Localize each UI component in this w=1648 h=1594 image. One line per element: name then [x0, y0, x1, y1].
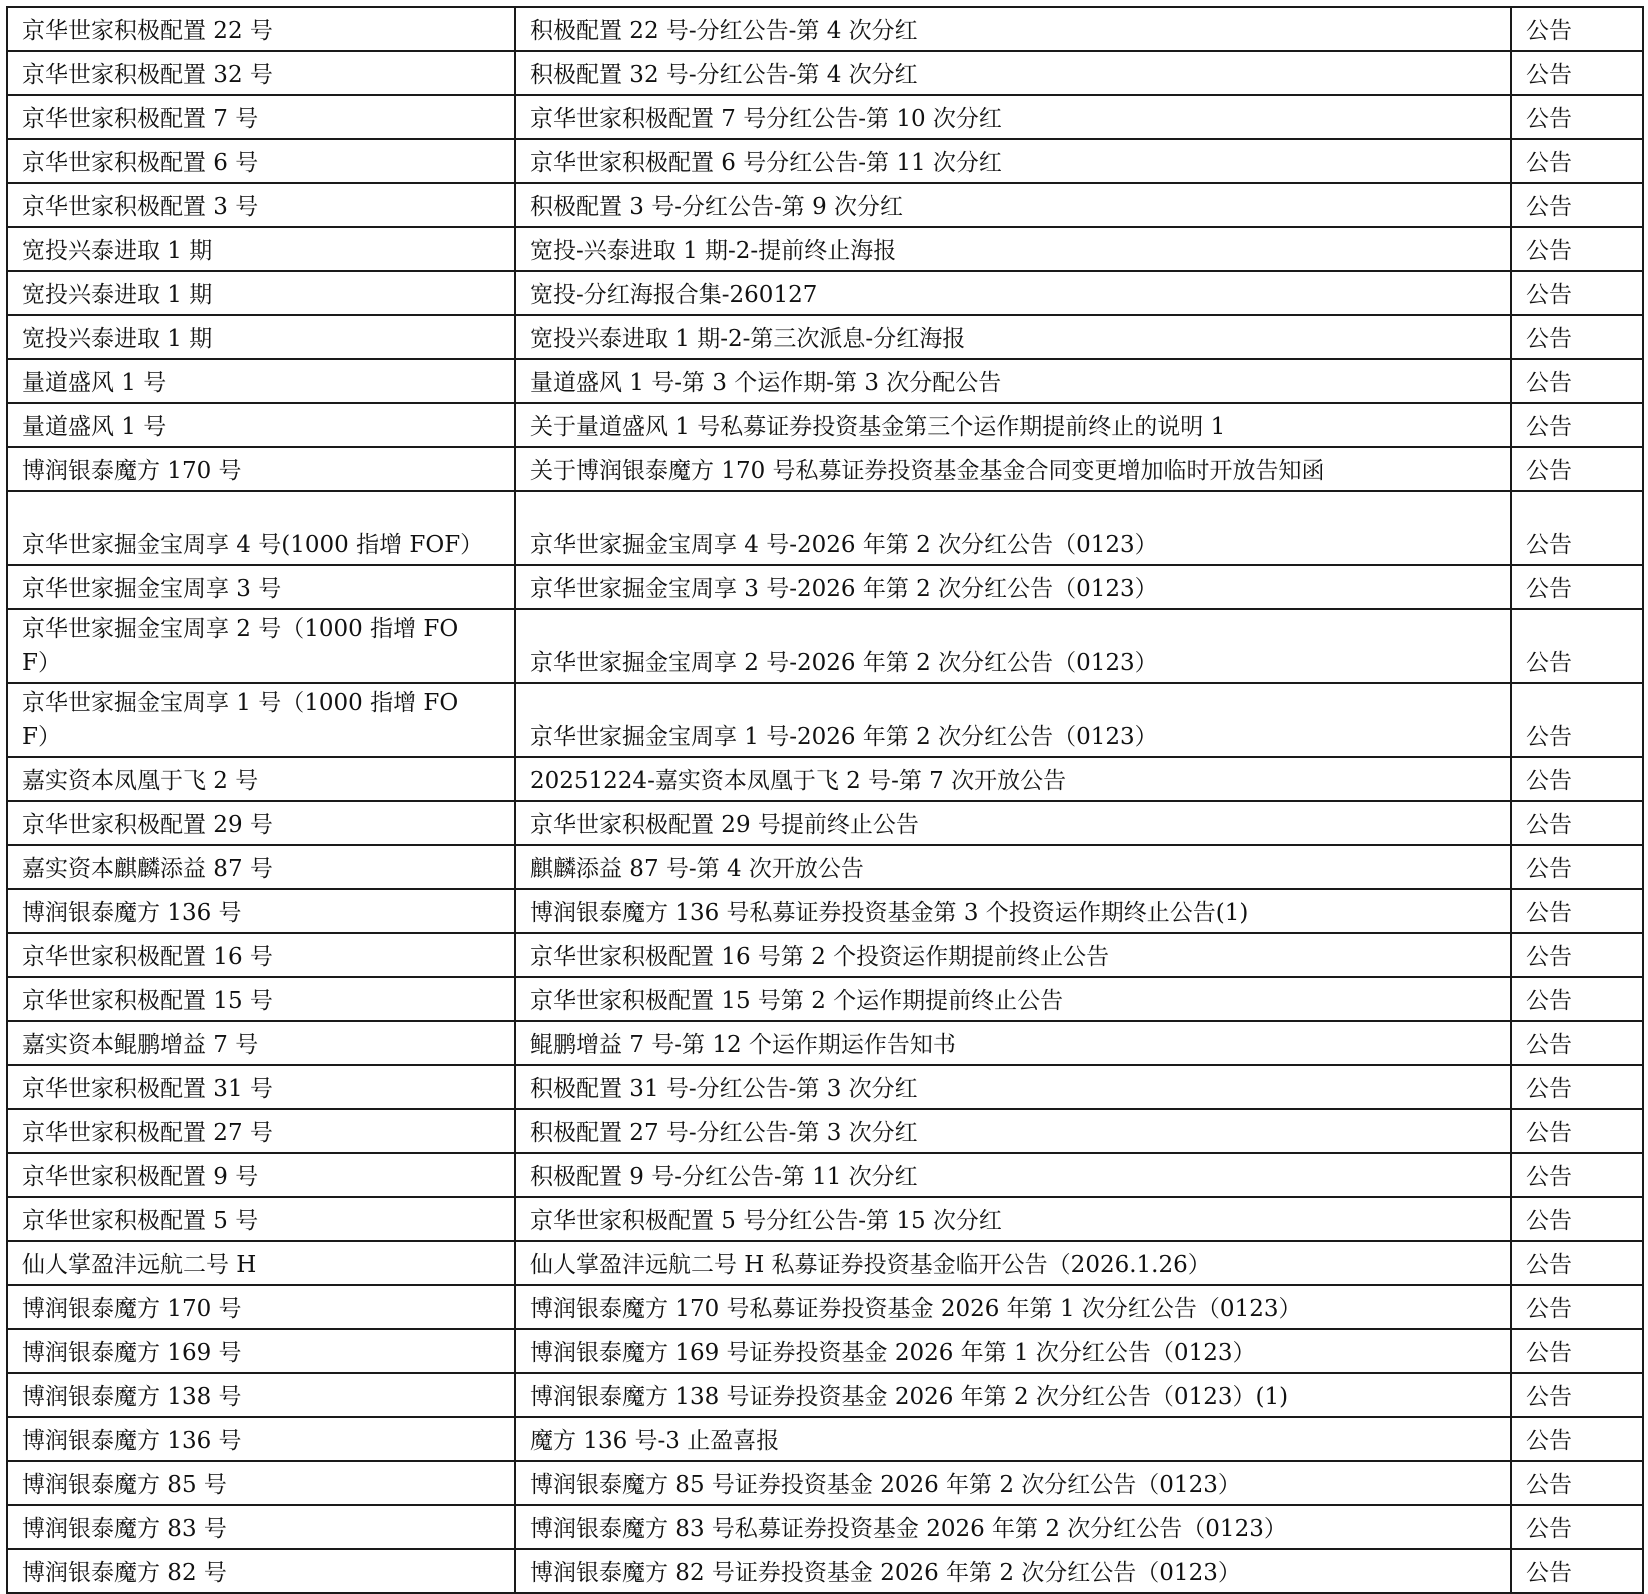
table-row [7, 845, 1643, 889]
product-name-cell: 京华世家掘金宝周享 1 号（1000 指增 FOF） [7, 683, 515, 757]
product-name-cell: 博润银泰魔方 85 号 [7, 1461, 515, 1505]
notice-title-cell: 京华世家积极配置 16 号第 2 个投资运作期提前终止公告 [515, 933, 1511, 977]
notice-type-cell: 公告 [1511, 757, 1643, 801]
notice-title-cell: 京华世家掘金宝周享 4 号-2026 年第 2 次分红公告（0123） [515, 491, 1511, 565]
notice-title-cell: 积极配置 9 号-分红公告-第 11 次分红 [515, 1153, 1511, 1197]
notice-title-cell: 博润银泰魔方 85 号证券投资基金 2026 年第 2 次分红公告（0123） [515, 1461, 1511, 1505]
product-name-cell: 博润银泰魔方 169 号 [7, 1329, 515, 1373]
table-row [7, 1549, 1643, 1593]
notice-title-cell: 宽投-分红海报合集-260127 [515, 271, 1511, 315]
notice-type-cell: 公告 [1511, 1021, 1643, 1065]
notice-type-cell: 公告 [1511, 1153, 1643, 1197]
product-name-cell: 京华世家积极配置 15 号 [7, 977, 515, 1021]
notice-title-cell: 博润银泰魔方 169 号证券投资基金 2026 年第 1 次分红公告（0123） [515, 1329, 1511, 1373]
notice-type-cell: 公告 [1511, 183, 1643, 227]
product-name-cell: 京华世家掘金宝周享 4 号(1000 指增 FOF） [7, 491, 515, 565]
notice-type-cell: 公告 [1511, 491, 1643, 565]
product-name-cell: 宽投兴泰进取 1 期 [7, 227, 515, 271]
table-row [7, 1285, 1643, 1329]
notice-type-cell: 公告 [1511, 139, 1643, 183]
notice-type-cell: 公告 [1511, 1461, 1643, 1505]
product-name-cell: 博润银泰魔方 136 号 [7, 889, 515, 933]
table-row [7, 271, 1643, 315]
product-name-cell: 嘉实资本鲲鹏增益 7 号 [7, 1021, 515, 1065]
table-row [7, 889, 1643, 933]
table-row [7, 1417, 1643, 1461]
product-name-cell: 京华世家积极配置 27 号 [7, 1109, 515, 1153]
table-row [7, 359, 1643, 403]
table-row [7, 933, 1643, 977]
product-name-cell: 仙人掌盈沣远航二号 H [7, 1241, 515, 1285]
product-name-cell: 宽投兴泰进取 1 期 [7, 271, 515, 315]
product-name-cell: 嘉实资本凤凰于飞 2 号 [7, 757, 515, 801]
table-row [7, 183, 1643, 227]
table-row [7, 1197, 1643, 1241]
table-row [7, 1241, 1643, 1285]
notice-title-cell: 关于量道盛风 1 号私募证券投资基金第三个运作期提前终止的说明 1 [515, 403, 1511, 447]
notice-type-cell: 公告 [1511, 933, 1643, 977]
notice-title-cell: 魔方 136 号-3 止盈喜报 [515, 1417, 1511, 1461]
product-name-cell: 博润银泰魔方 82 号 [7, 1549, 515, 1593]
product-name-cell: 京华世家积极配置 16 号 [7, 933, 515, 977]
table-row [7, 95, 1643, 139]
notice-type-cell: 公告 [1511, 845, 1643, 889]
notice-type-cell: 公告 [1511, 447, 1643, 491]
notice-title-cell: 京华世家积极配置 7 号分红公告-第 10 次分红 [515, 95, 1511, 139]
notice-type-cell: 公告 [1511, 1549, 1643, 1593]
notice-type-cell: 公告 [1511, 1065, 1643, 1109]
table-row [7, 51, 1643, 95]
product-name-cell: 博润银泰魔方 170 号 [7, 447, 515, 491]
product-name-cell: 京华世家掘金宝周享 2 号（1000 指增 FOF） [7, 609, 515, 683]
product-name-cell: 京华世家掘金宝周享 3 号 [7, 565, 515, 609]
notice-title-cell: 京华世家积极配置 6 号分红公告-第 11 次分红 [515, 139, 1511, 183]
product-name-cell: 京华世家积极配置 31 号 [7, 1065, 515, 1109]
notice-title-cell: 积极配置 3 号-分红公告-第 9 次分红 [515, 183, 1511, 227]
table-row [7, 7, 1643, 51]
notice-type-cell: 公告 [1511, 1197, 1643, 1241]
notice-type-cell: 公告 [1511, 565, 1643, 609]
product-name-cell: 京华世家积极配置 32 号 [7, 51, 515, 95]
table-row [7, 683, 1643, 757]
notice-title-cell: 博润银泰魔方 136 号私募证券投资基金第 3 个投资运作期终止公告(1) [515, 889, 1511, 933]
table-row [7, 565, 1643, 609]
notice-title-cell: 博润银泰魔方 82 号证券投资基金 2026 年第 2 次分红公告（0123） [515, 1549, 1511, 1593]
notice-type-cell: 公告 [1511, 403, 1643, 447]
notice-title-cell: 鲲鹏增益 7 号-第 12 个运作期运作告知书 [515, 1021, 1511, 1065]
product-name-cell: 京华世家积极配置 7 号 [7, 95, 515, 139]
notice-type-cell: 公告 [1511, 1285, 1643, 1329]
table-row [7, 1021, 1643, 1065]
notice-title-cell: 京华世家积极配置 15 号第 2 个运作期提前终止公告 [515, 977, 1511, 1021]
notice-type-cell: 公告 [1511, 683, 1643, 757]
product-name-cell: 嘉实资本麒麟添益 87 号 [7, 845, 515, 889]
notice-title-cell: 宽投兴泰进取 1 期-2-第三次派息-分红海报 [515, 315, 1511, 359]
notice-type-cell: 公告 [1511, 359, 1643, 403]
notice-title-cell: 京华世家积极配置 5 号分红公告-第 15 次分红 [515, 1197, 1511, 1241]
notice-type-cell: 公告 [1511, 1241, 1643, 1285]
notice-type-cell: 公告 [1511, 609, 1643, 683]
table-row [7, 801, 1643, 845]
notice-title-cell: 关于博润银泰魔方 170 号私募证券投资基金基金合同变更增加临时开放告知函 [515, 447, 1511, 491]
notice-title-cell: 麒麟添益 87 号-第 4 次开放公告 [515, 845, 1511, 889]
table-row [7, 1065, 1643, 1109]
notice-title-cell: 京华世家掘金宝周享 3 号-2026 年第 2 次分红公告（0123） [515, 565, 1511, 609]
product-name-cell: 京华世家积极配置 6 号 [7, 139, 515, 183]
notice-table [6, 6, 1644, 1594]
table-row [7, 977, 1643, 1021]
notice-title-cell: 宽投-兴泰进取 1 期-2-提前终止海报 [515, 227, 1511, 271]
notice-type-cell: 公告 [1511, 1329, 1643, 1373]
notice-title-cell: 京华世家掘金宝周享 1 号-2026 年第 2 次分红公告（0123） [515, 683, 1511, 757]
notice-table-body [7, 7, 1643, 1593]
product-name-cell: 京华世家积极配置 22 号 [7, 7, 515, 51]
table-row [7, 1329, 1643, 1373]
product-name-cell: 量道盛风 1 号 [7, 359, 515, 403]
table-row [7, 403, 1643, 447]
notice-title-cell: 博润银泰魔方 83 号私募证券投资基金 2026 年第 2 次分红公告（0123） [515, 1505, 1511, 1549]
notice-type-cell: 公告 [1511, 95, 1643, 139]
notice-type-cell: 公告 [1511, 1505, 1643, 1549]
notice-title-cell: 积极配置 22 号-分红公告-第 4 次分红 [515, 7, 1511, 51]
product-name-cell: 京华世家积极配置 5 号 [7, 1197, 515, 1241]
notice-type-cell: 公告 [1511, 51, 1643, 95]
product-name-cell: 京华世家积极配置 9 号 [7, 1153, 515, 1197]
notice-title-cell: 京华世家掘金宝周享 2 号-2026 年第 2 次分红公告（0123） [515, 609, 1511, 683]
table-row [7, 1505, 1643, 1549]
notice-title-cell: 积极配置 32 号-分红公告-第 4 次分红 [515, 51, 1511, 95]
notice-type-cell: 公告 [1511, 227, 1643, 271]
product-name-cell: 博润银泰魔方 136 号 [7, 1417, 515, 1461]
table-row [7, 757, 1643, 801]
notice-title-cell: 积极配置 31 号-分红公告-第 3 次分红 [515, 1065, 1511, 1109]
notice-type-cell: 公告 [1511, 7, 1643, 51]
notice-title-cell: 20251224-嘉实资本凤凰于飞 2 号-第 7 次开放公告 [515, 757, 1511, 801]
table-row [7, 447, 1643, 491]
notice-type-cell: 公告 [1511, 801, 1643, 845]
notice-title-cell: 京华世家积极配置 29 号提前终止公告 [515, 801, 1511, 845]
table-row [7, 1153, 1643, 1197]
table-row [7, 315, 1643, 359]
product-name-cell: 博润银泰魔方 83 号 [7, 1505, 515, 1549]
notice-type-cell: 公告 [1511, 1109, 1643, 1153]
table-row [7, 1461, 1643, 1505]
product-name-cell: 京华世家积极配置 3 号 [7, 183, 515, 227]
product-name-cell: 宽投兴泰进取 1 期 [7, 315, 515, 359]
table-row [7, 1109, 1643, 1153]
notice-title-cell: 积极配置 27 号-分红公告-第 3 次分红 [515, 1109, 1511, 1153]
table-row [7, 227, 1643, 271]
notice-title-cell: 仙人掌盈沣远航二号 H 私募证券投资基金临开公告（2026.1.26） [515, 1241, 1511, 1285]
notice-type-cell: 公告 [1511, 977, 1643, 1021]
table-row [7, 139, 1643, 183]
product-name-cell: 量道盛风 1 号 [7, 403, 515, 447]
notice-type-cell: 公告 [1511, 1373, 1643, 1417]
table-row [7, 491, 1643, 565]
notice-title-cell: 博润银泰魔方 170 号私募证券投资基金 2026 年第 1 次分红公告（0123） [515, 1285, 1511, 1329]
notice-type-cell: 公告 [1511, 271, 1643, 315]
product-name-cell: 博润银泰魔方 170 号 [7, 1285, 515, 1329]
notice-title-cell: 博润银泰魔方 138 号证券投资基金 2026 年第 2 次分红公告（0123）(1) [515, 1373, 1511, 1417]
notice-title-cell: 量道盛风 1 号-第 3 个运作期-第 3 次分配公告 [515, 359, 1511, 403]
notice-type-cell: 公告 [1511, 315, 1643, 359]
notice-type-cell: 公告 [1511, 1417, 1643, 1461]
product-name-cell: 京华世家积极配置 29 号 [7, 801, 515, 845]
notice-type-cell: 公告 [1511, 889, 1643, 933]
table-row [7, 1373, 1643, 1417]
product-name-cell: 博润银泰魔方 138 号 [7, 1373, 515, 1417]
table-row [7, 609, 1643, 683]
